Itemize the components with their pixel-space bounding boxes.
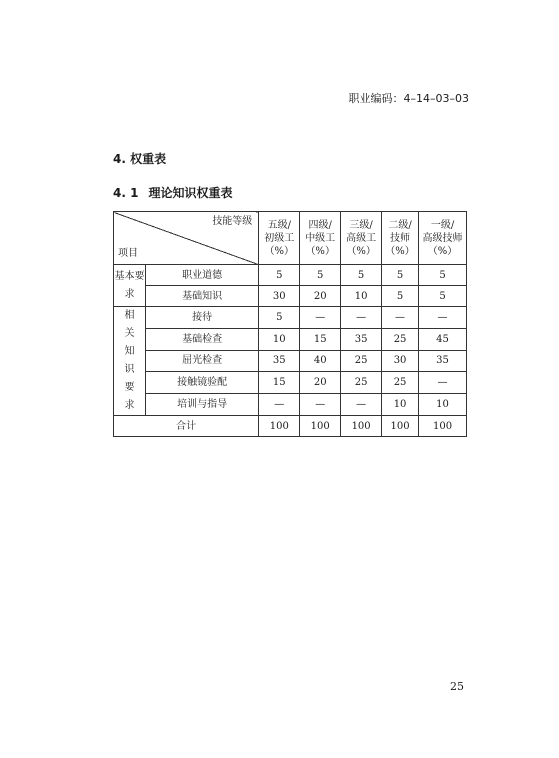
value-cell: 25 xyxy=(341,372,382,394)
value-cell: 5 xyxy=(382,265,419,286)
item-label: 屈光检查 xyxy=(145,350,258,372)
group-label: 基本要求 xyxy=(114,265,146,307)
value-cell: 25 xyxy=(382,328,419,350)
value-cell: 5 xyxy=(259,307,300,329)
value-cell: — xyxy=(300,307,341,329)
value-cell: 10 xyxy=(341,286,382,307)
value-cell: 35 xyxy=(419,350,467,372)
group-label: 相关知识要求 xyxy=(114,307,146,416)
value-cell: — xyxy=(259,394,300,416)
corner-top-label: 技能等级 xyxy=(212,216,253,227)
table-corner-cell xyxy=(114,212,259,265)
value-cell: 35 xyxy=(259,350,300,372)
value-cell: — xyxy=(300,394,341,416)
value-cell: 5 xyxy=(419,286,467,307)
value-cell: — xyxy=(419,372,467,394)
item-label: 基础检查 xyxy=(145,328,258,350)
value-cell: 40 xyxy=(300,350,341,372)
item-label: 接待 xyxy=(145,307,258,329)
value-cell: 25 xyxy=(382,372,419,394)
item-label: 培训与指导 xyxy=(145,394,258,416)
table-total-row xyxy=(114,416,467,437)
value-cell: 100 xyxy=(419,416,467,437)
value-cell: 100 xyxy=(300,416,341,437)
subsection-heading xyxy=(113,184,232,201)
value-cell: — xyxy=(341,307,382,329)
level-header: 一级/ 高级技师 （%） xyxy=(419,212,467,265)
value-cell: 5 xyxy=(300,265,341,286)
value-cell: 100 xyxy=(259,416,300,437)
value-cell: 15 xyxy=(259,372,300,394)
value-cell: — xyxy=(341,394,382,416)
weights-table xyxy=(113,211,467,437)
item-label: 接触镜验配 xyxy=(145,372,258,394)
value-cell: 100 xyxy=(341,416,382,437)
item-label: 职业道德 xyxy=(145,265,258,286)
value-cell: — xyxy=(382,307,419,329)
table-row xyxy=(114,265,467,286)
value-cell: 15 xyxy=(300,328,341,350)
total-label: 合计 xyxy=(114,416,259,437)
page-number: 25 xyxy=(450,680,464,693)
subsection-number: 4. 1 xyxy=(113,186,139,200)
table-row xyxy=(114,394,467,416)
occupation-code: 职业编码：4–14–03–03 xyxy=(348,92,469,105)
level-header: 四级/ 中级工 （%） xyxy=(300,212,341,265)
table-header-row xyxy=(114,212,467,265)
value-cell: 5 xyxy=(382,286,419,307)
value-cell: 100 xyxy=(382,416,419,437)
item-label: 基础知识 xyxy=(145,286,258,307)
table-row xyxy=(114,286,467,307)
level-header: 三级/ 高级工 （%） xyxy=(341,212,382,265)
table-row xyxy=(114,372,467,394)
value-cell: 5 xyxy=(419,265,467,286)
value-cell: 35 xyxy=(341,328,382,350)
subsection-title: 理论知识权重表 xyxy=(148,186,233,200)
value-cell: 10 xyxy=(259,328,300,350)
level-header: 二级/ 技师 （%） xyxy=(382,212,419,265)
corner-bottom-label: 项目 xyxy=(118,248,138,259)
value-cell: 45 xyxy=(419,328,467,350)
value-cell: 20 xyxy=(300,286,341,307)
value-cell: — xyxy=(419,307,467,329)
value-cell: 25 xyxy=(341,350,382,372)
value-cell: 30 xyxy=(382,350,419,372)
level-header: 五级/ 初级工 （%） xyxy=(259,212,300,265)
table-row xyxy=(114,328,467,350)
value-cell: 5 xyxy=(259,265,300,286)
value-cell: 10 xyxy=(419,394,467,416)
value-cell: 10 xyxy=(382,394,419,416)
value-cell: 5 xyxy=(341,265,382,286)
table-row xyxy=(114,307,467,329)
value-cell: 20 xyxy=(300,372,341,394)
value-cell: 30 xyxy=(259,286,300,307)
section-heading: 4. 权重表 xyxy=(113,152,167,166)
table-row xyxy=(114,350,467,372)
